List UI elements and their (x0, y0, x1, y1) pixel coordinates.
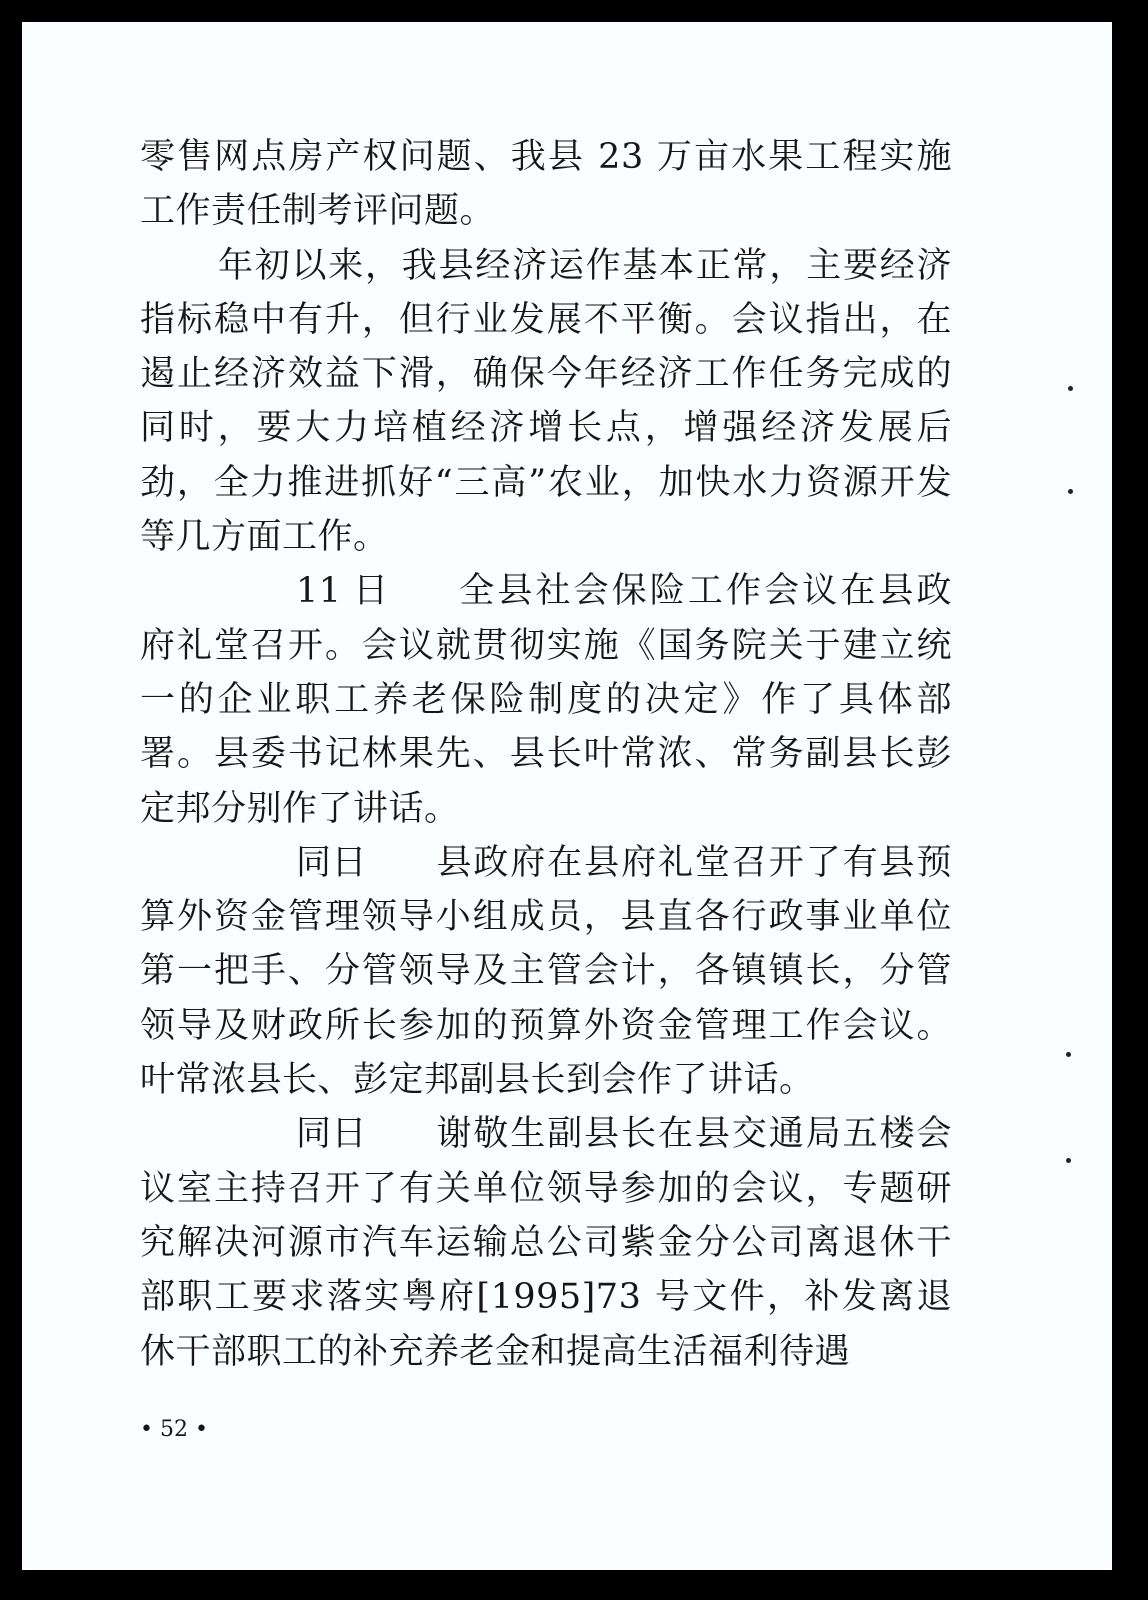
paragraph-4-text: 县政府在县府礼堂召开了有县预算外资金管理领导小组成员，县直各行政事业单位第一把手、分管领导及主管会计，各镇镇长，分管领导及财政所长参加的预算外资金管理工作会议。叶常浓县长、彭定邦副县长到会作了讲话。 (140, 842, 952, 1101)
paragraph-2-text: 年初以来，我县经济运作基本正常，主要经济指标稳中有升，但行业发展不平衡。会议指出，在遏止经济效益下滑，确保今年经济工作任务完成的同时，要大力培植经济增长点，增强经济发展后劲，全力推进抓好“三高”农业，加快水力资源开发等几方面工作。 (140, 245, 952, 558)
paragraph-3 (140, 564, 952, 835)
entry-date: 同日 (296, 842, 368, 883)
entry-date: 11 日 (296, 571, 389, 612)
scan-speck (1068, 489, 1073, 494)
entry-date: 同日 (296, 1114, 368, 1155)
paragraph-2 (140, 239, 952, 565)
paragraph-3-text: 全县社会保险工作会议在县政府礼堂召开。会议就贯彻实施《国务院关于建立统一的企业职工养老保险制度的决定》作了具体部署。县委书记林果先、县长叶常浓、常务副县长彭定邦分别作了讲话。 (140, 571, 952, 829)
paragraph-1-text: 零售网点房产权问题、我县 23 万亩水果工程实施工作责任制考评问题。 (140, 137, 952, 232)
document-page (22, 22, 1112, 1570)
paragraph-1 (140, 130, 952, 239)
paragraph-5 (140, 1107, 952, 1378)
paragraph-4 (140, 836, 952, 1107)
scan-speck (1068, 386, 1073, 391)
body-text (140, 130, 952, 1379)
scan-speck (1066, 1158, 1071, 1163)
paragraph-5-text: 谢敬生副县长在县交通局五楼会议室主持召开了有关单位领导参加的会议，专题研究解决河源市汽车运输总公司紫金分公司离退休干部职工要求落实粤府[1995]73 号文件，补发离退休干部职工的补充养老金和提高生活福利待遇 (140, 1114, 952, 1372)
scan-speck (1066, 1052, 1071, 1057)
page-number: • 52 • (140, 1417, 208, 1442)
